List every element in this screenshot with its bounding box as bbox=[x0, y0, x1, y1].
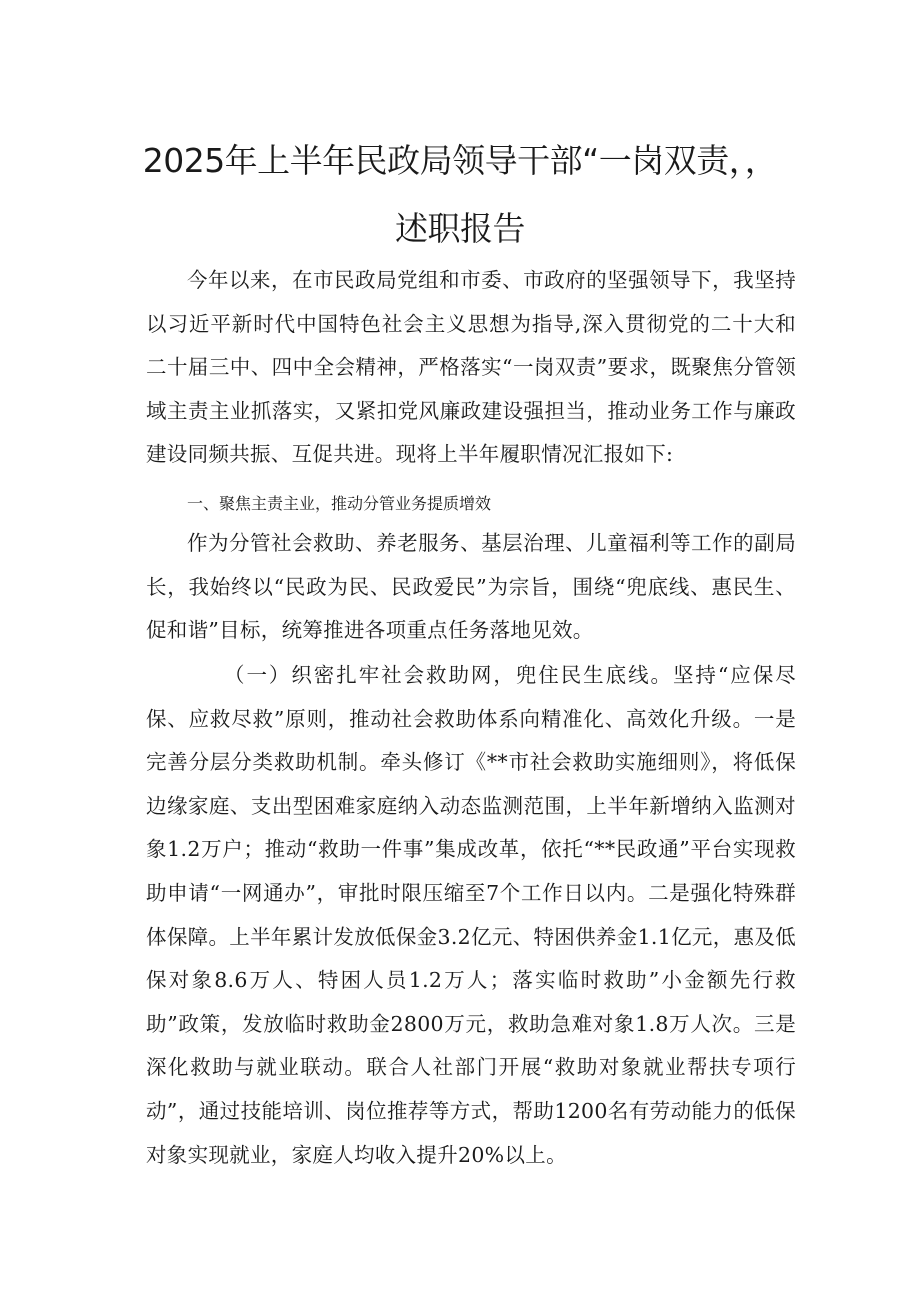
subsection-1-paragraph: （一）织密扎牢社会救助网，兜住民生底线。坚持“应保尽保、应救尽救”原则，推动社会救助体系向精准化、高效化升级。一是完善分层分类救助机制。牵头修订《**市社会救助实施细则》，将低保边缘家庭、支出型困难家庭纳入动态监测范围，上半年新增纳入监测对象1.2万户；推动“救助一件事”集成改革，依托“**民政通”平台实现救助申请“一网通办”，审批时限压缩至7个工作日以内。二是强化特殊群体保障。上半年累计发放低保金3.2亿元、特困供养金1.1亿元，惠及低保对象8.6万人、特困人员1.2万人；落实临时救助”小金额先行救助”政策，发放临时救助金2800万元，救助急难对象1.8万人次。三是深化救助与就业联动。联合人社部门开展“救助对象就业帮扶专项行动”，通过技能培训、岗位推荐等方式，帮助1200名有劳动能力的低保对象实现就业，家庭人均收入提升20%以上。 bbox=[146, 663, 796, 1167]
document-title-line-2: 述职报告 bbox=[395, 209, 525, 248]
section-1-heading: 一、聚焦主责主业，推动分管业务提质增效 bbox=[187, 494, 492, 513]
intro-paragraph: 今年以来，在市民政局党组和市委、市政府的坚强领导下，我坚持以习近平新时代中国特色社会主义思想为指导,深入贯彻党的二十大和二十届三中、四中全会精神，严格落实“一岗双责”要求，既聚焦分管领域主责主业抓落实，又紧扣党风廉政建设强担当，推动业务工作与廉政建设同频共振、互促共进。现将上半年履职情况汇报如下: bbox=[146, 268, 796, 467]
section-1-paragraph: 作为分管社会救助、养老服务、基层治理、儿童福利等工作的副局长，我始终以“民政为民、民政爱民”为宗旨，围绕“兜底线、惠民生、促和谐”目标，统筹推进各项重点任务落地见效。 bbox=[146, 531, 796, 643]
document-title-line-1: 2025年上半年民政局领导干部“一岗双责，， bbox=[142, 141, 778, 180]
